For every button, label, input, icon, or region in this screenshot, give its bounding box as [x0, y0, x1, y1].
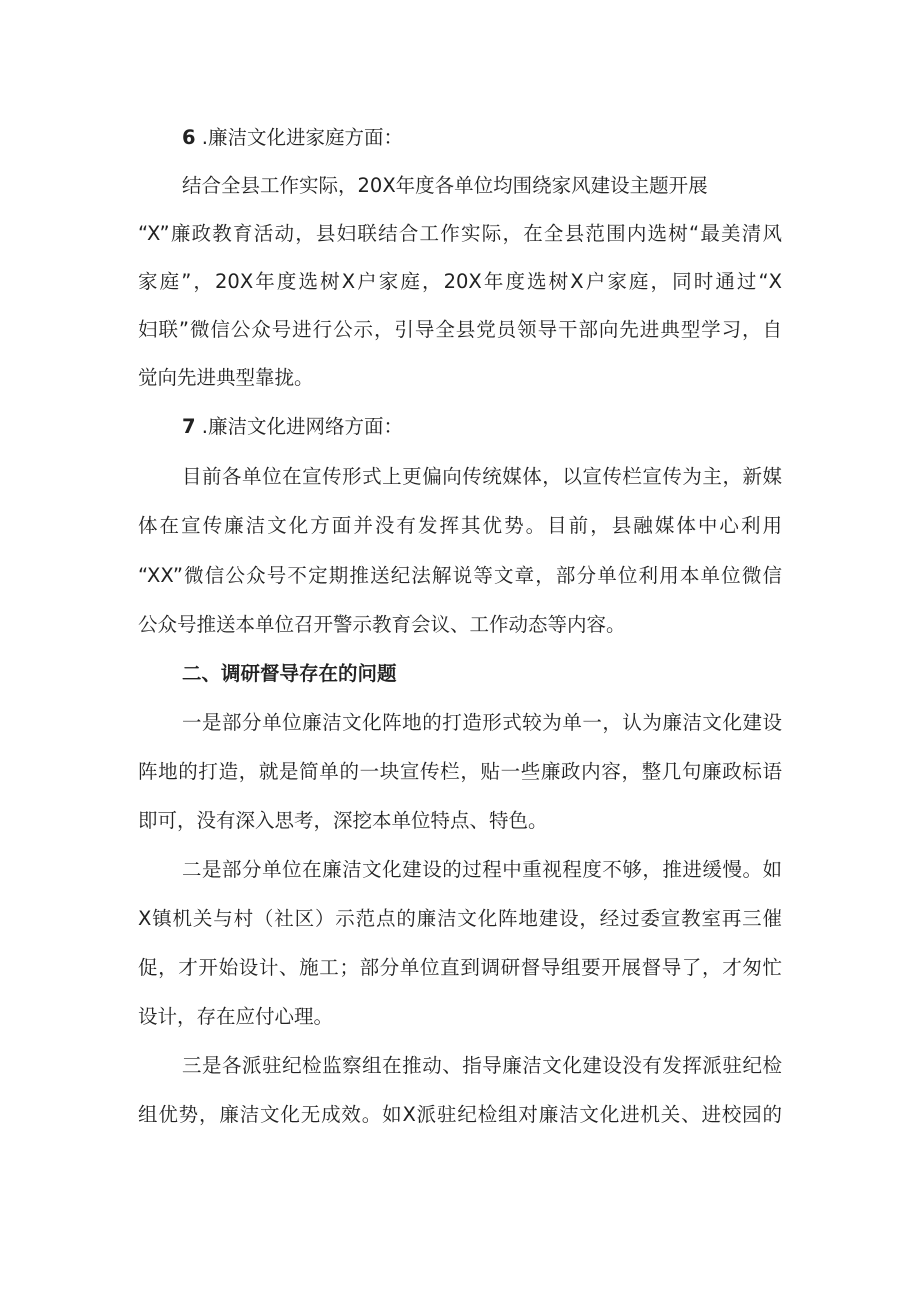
paragraph-line: X镇机关与村（社区）示范点的廉洁文化阵地建设，经过委宣教室再三催	[138, 907, 782, 930]
paragraph-line: “XX”微信公众号不定期推送纪法解说等文章，部分单位利用本单位微信	[138, 564, 782, 587]
section-heading-6	[182, 123, 782, 153]
section-number: 7	[182, 415, 196, 438]
paragraph-line: 觉向先进典型靠拢。	[138, 366, 314, 389]
paragraph-line: 结合全县工作实际，20X年度各单位均围绕家风建设主题开展	[182, 174, 708, 197]
paragraph-line: 公众号推送本单位召开警示教育会议、工作动态等内容。	[138, 613, 626, 636]
paragraph-line: “X”廉政教育活动，县妇联结合工作实际，在全县范围内选树“最美清风	[138, 222, 782, 245]
paragraph-line: 妇联”微信公众号进行公示，引导全县党员领导干部向先进典型学习，自	[138, 318, 782, 341]
section-number: 6	[182, 126, 196, 149]
paragraph-line: 一是部分单位廉洁文化阵地的打造形式较为单一，认为廉洁文化建设	[182, 711, 782, 734]
paragraph-line: 目前各单位在宣传形式上更偏向传统媒体，以宣传栏宣传为主，新媒	[182, 465, 782, 488]
section-heading-7	[182, 412, 782, 442]
paragraph-line: 即可，没有深入思考，深挖本单位特点、特色。	[138, 809, 548, 832]
paragraph-line: 家庭”，20X年度选树X户家庭，20X年度选树X户家庭，同时通过“X	[138, 270, 782, 293]
section-heading-problems: 二、调研督导存在的问题	[182, 662, 397, 685]
section-title: .廉洁文化进网络方面：	[195, 415, 403, 438]
paragraph-line: 阵地的打造，就是简单的一块宣传栏，贴一些廉政内容，整几句廉政标语	[138, 760, 782, 783]
section-title: .廉洁文化进家庭方面：	[195, 126, 403, 149]
paragraph-line: 促，才开始设计、施工；部分单位直到调研督导组要开展督导了，才匆忙	[138, 956, 782, 979]
paragraph-line: 体在宣传廉洁文化方面并没有发挥其优势。目前，县融媒体中心利用	[138, 514, 782, 537]
paragraph-line: 设计，存在应付心理。	[138, 1005, 334, 1028]
paragraph-line: 二是部分单位在廉洁文化建设的过程中重视程度不够，推进缓慢。如	[182, 858, 782, 881]
paragraph-line: 组优势，廉洁文化无成效。如X派驻纪检组对廉洁文化进机关、进校园的	[138, 1103, 782, 1126]
paragraph-line: 三是各派驻纪检监察组在推动、指导廉洁文化建设没有发挥派驻纪检	[182, 1054, 782, 1077]
